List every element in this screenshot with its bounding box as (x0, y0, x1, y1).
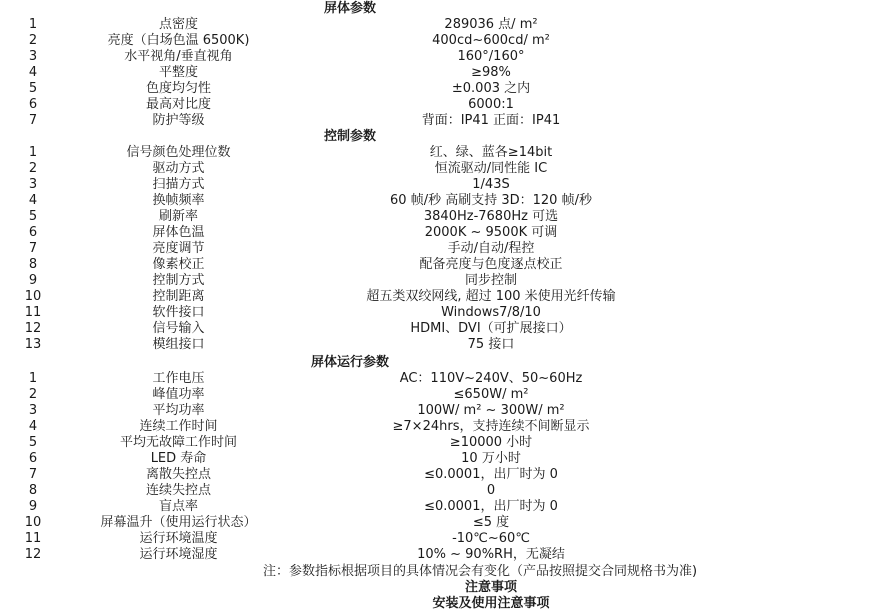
row-number: 6 (28, 97, 38, 112)
table-row (0, 161, 883, 177)
param-value: 100W/ m² ~ 300W/ m² (417, 403, 565, 418)
param-value: 160°/160° (457, 49, 525, 64)
table-row (0, 273, 883, 289)
param-value: 289036 点/ m² (444, 17, 538, 32)
param-value: 400cd~600cd/ m² (432, 33, 550, 48)
param-name: 运行环境温度 (139, 531, 218, 546)
param-name: 控制距离 (152, 289, 205, 304)
param-value: 背面：IP41 正面：IP41 (421, 113, 561, 128)
row-number: 12 (24, 321, 42, 336)
table-row (0, 209, 883, 225)
row-number: 5 (28, 81, 38, 96)
param-name: 盲点率 (158, 499, 198, 514)
row-number: 1 (28, 145, 38, 160)
param-name: 刷新率 (158, 209, 198, 224)
table-row (0, 321, 883, 337)
row-number: 2 (28, 33, 38, 48)
param-value: 恒流驱动/同性能 IC (434, 161, 548, 176)
param-name: 亮度调节 (152, 241, 205, 256)
param-name: 连续工作时间 (139, 419, 218, 434)
row-number: 10 (24, 289, 42, 304)
param-name: 信号输入 (152, 321, 205, 336)
param-value: ≥10000 小时 (449, 435, 533, 450)
row-number: 9 (28, 499, 38, 514)
table-row (0, 65, 883, 81)
param-value: -10℃~60℃ (452, 531, 530, 546)
row-number: 1 (28, 371, 38, 386)
table-row (0, 97, 883, 113)
row-number: 3 (28, 49, 38, 64)
table-row (0, 337, 883, 353)
row-number: 12 (24, 547, 42, 562)
param-name: 像素校正 (152, 257, 205, 272)
table-row (0, 499, 883, 515)
row-number: 4 (28, 419, 38, 434)
row-number: 7 (28, 241, 38, 256)
row-number: 9 (28, 273, 38, 288)
param-value: ≤0.0001，出厂时为 0 (424, 499, 558, 514)
param-value: ≤650W/ m² (453, 387, 529, 402)
param-name: 扫描方式 (152, 177, 205, 192)
param-name: 屏幕温升（使用运行状态） (100, 515, 257, 530)
param-value: AC：110V~240V、50~60Hz (399, 371, 583, 386)
param-value: ≤0.0001，出厂时为 0 (424, 467, 558, 482)
param-name: 离散失控点 (145, 467, 211, 482)
param-value: 0 (486, 483, 496, 498)
param-value: 红、绿、蓝各≥14bit (429, 145, 553, 160)
param-name: 平整度 (158, 65, 198, 80)
param-value: 6000:1 (468, 97, 514, 112)
row-number: 7 (28, 467, 38, 482)
row-number: 10 (24, 515, 42, 530)
row-number: 11 (24, 531, 42, 546)
param-value: 2000K ~ 9500K 可调 (424, 225, 558, 240)
param-value: 1/43S (472, 177, 510, 192)
param-name: 最高对比度 (145, 97, 211, 112)
param-name: 亮度（白场色温 6500K) (107, 33, 250, 48)
row-number: 8 (28, 483, 38, 498)
param-value: Windows7/8/10 (441, 305, 541, 320)
table-row (0, 257, 883, 273)
param-name: 模组接口 (152, 337, 205, 352)
param-name: 运行环境湿度 (139, 547, 218, 562)
section-title-control: 控制参数 (323, 129, 376, 144)
param-name: 驱动方式 (152, 161, 205, 176)
param-value: ≤5 度 (472, 515, 510, 530)
param-name: 控制方式 (152, 273, 205, 288)
table-row (0, 515, 883, 531)
param-name: 信号颜色处理位数 (126, 145, 231, 160)
row-number: 3 (28, 403, 38, 418)
param-value: 同步控制 (464, 273, 517, 288)
row-number: 2 (28, 387, 38, 402)
table-row (0, 225, 883, 241)
row-number: 2 (28, 161, 38, 176)
note-text: 注：参数指标根据项目的具体情况会有变化（产品按照提交合同规格书为准) (262, 564, 698, 579)
table-row (0, 419, 883, 435)
table-row (0, 387, 883, 403)
row-number: 8 (28, 257, 38, 272)
table-row (0, 241, 883, 257)
row-number: 1 (28, 17, 38, 32)
param-name: 平均无故障工作时间 (119, 435, 237, 450)
section-title-screen: 屏体参数 (323, 1, 376, 16)
param-value: 10 万小时 (461, 451, 521, 466)
param-name: 平均功率 (152, 403, 205, 418)
param-name: 色度均匀性 (145, 81, 211, 96)
row-number: 5 (28, 209, 38, 224)
table-row (0, 33, 883, 49)
table-row (0, 193, 883, 209)
param-name: LED 寿命 (150, 451, 207, 466)
param-value: 超五类双绞网线, 超过 100 米使用光纤传输 (366, 289, 616, 304)
param-value: HDMI、DVI（可扩展接口） (410, 321, 572, 336)
param-value: ≥98% (471, 65, 511, 80)
footer-heading-notes: 注意事项 (464, 580, 517, 595)
param-name: 防护等级 (152, 113, 205, 128)
table-row (0, 177, 883, 193)
row-number: 6 (28, 225, 38, 240)
table-row (0, 467, 883, 483)
table-row (0, 49, 883, 65)
param-name: 连续失控点 (145, 483, 211, 498)
table-row (0, 113, 883, 129)
row-number: 7 (28, 113, 38, 128)
table-row (0, 289, 883, 305)
param-name: 屏体色温 (152, 225, 205, 240)
table-row (0, 547, 883, 563)
table-row (0, 17, 883, 33)
param-value: 10% ~ 90%RH，无凝结 (417, 547, 565, 562)
param-name: 软件接口 (152, 305, 205, 320)
table-row (0, 531, 883, 547)
row-number: 4 (28, 65, 38, 80)
param-value: ≥7×24hrs，支持连续不间断显示 (392, 419, 590, 434)
param-value: 75 接口 (467, 337, 515, 352)
table-row (0, 81, 883, 97)
row-number: 4 (28, 193, 38, 208)
row-number: 6 (28, 451, 38, 466)
param-value: 60 帧/秒 高刷支持 3D：120 帧/秒 (390, 193, 592, 208)
section-title-operation: 屏体运行参数 (310, 355, 389, 370)
param-value: 配备亮度与色度逐点校正 (419, 257, 563, 272)
row-number: 11 (24, 305, 42, 320)
row-number: 3 (28, 177, 38, 192)
param-name: 工作电压 (152, 371, 205, 386)
param-value: ±0.003 之内 (451, 81, 531, 96)
table-row (0, 435, 883, 451)
param-value: 3840Hz-7680Hz 可选 (423, 209, 559, 224)
param-name: 点密度 (158, 17, 198, 32)
table-row (0, 145, 883, 161)
param-name: 换帧频率 (152, 193, 205, 208)
table-row (0, 451, 883, 467)
param-name: 峰值功率 (152, 387, 205, 402)
row-number: 5 (28, 435, 38, 450)
table-row (0, 403, 883, 419)
table-row (0, 371, 883, 387)
table-row (0, 483, 883, 499)
row-number: 13 (24, 337, 42, 352)
param-value: 手动/自动/程控 (447, 241, 535, 256)
param-name: 水平视角/垂直视角 (124, 49, 233, 64)
table-row (0, 305, 883, 321)
footer-heading-install: 安装及使用注意事项 (432, 596, 550, 611)
